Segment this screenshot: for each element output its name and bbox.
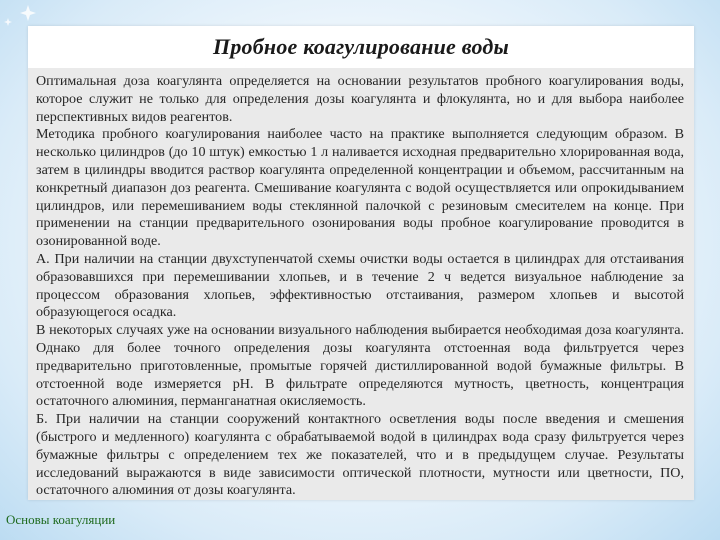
paragraph-method: Методика пробного коагулирования наиболее часто на практике выполняется следующим образом. В несколько цилиндров (до 10 штук) емкостью 1 л наливается исходная предварительно хлорированная вода, затем в цилиндры вводится раствор коагулянта определенной концентрации и объемом, рассчитанным на конкретный диапазон доз реагента. Смешивание коагулянта с водой осуществляется или опрокидыванием цилиндров, или перемешиванием воды стеклянной палочкой с резиновым смесителем на конце. При применении на станции предварительного озонирования воды пробное коагулирование проводится в озонированной воде. [36, 126, 684, 250]
document-body [28, 68, 694, 500]
paragraph-intro: Оптимальная доза коагулянта определяется на основании результатов пробного коагулирования воды, которое служит не только для определения дозы коагулянта и флокулянта, но и для выбора наиболее перспективных видов реагентов. [36, 73, 684, 125]
page-title: Пробное коагулирование воды [213, 34, 509, 59]
paragraph-visual: В некоторых случаях уже на основании визуального наблюдения выбирается необходимая доза коагулянта. Однако для более точного определения дозы коагулянта отстоенная вода фильтруется через предварительно приготовленные, промытые горячей дистиллированной водой бумажные фильтры. В отстоенной воде измеряется pH. В фильтрате определяются мутность, цветность, концентрация остаточного алюминия, перманганатная окисляемость. [36, 322, 684, 410]
paragraph-case-b: Б. При наличии на станции сооружений контактного осветления воды после введения и смешения (быстрого и медленного) коагулянта с обрабатываемой водой в цилиндрах вода сразу фильтруется через бумажные фильтры с определением тех же показателей, что и в предыдущем случае. Результаты исследований выражаются в виде зависимости оптической плотности, мутности или цветности, ПО, остаточного алюминия от дозы коагулянта. [36, 411, 684, 499]
slide-card [28, 26, 694, 500]
paragraph-case-a: А. При наличии на станции двухступенчатой схемы очистки воды остается в цилиндрах для отстаивания образовавшихся при перемешивании хлопьев, и в течение 2 ч ведется визуальное наблюдение за процессом образования хлопьев, эффективностью отстаивания, размером хлопьев и высотой образующегося осадка. [36, 250, 684, 321]
footer-caption: Основы коагуляции [6, 512, 116, 527]
title-bar [28, 26, 694, 68]
